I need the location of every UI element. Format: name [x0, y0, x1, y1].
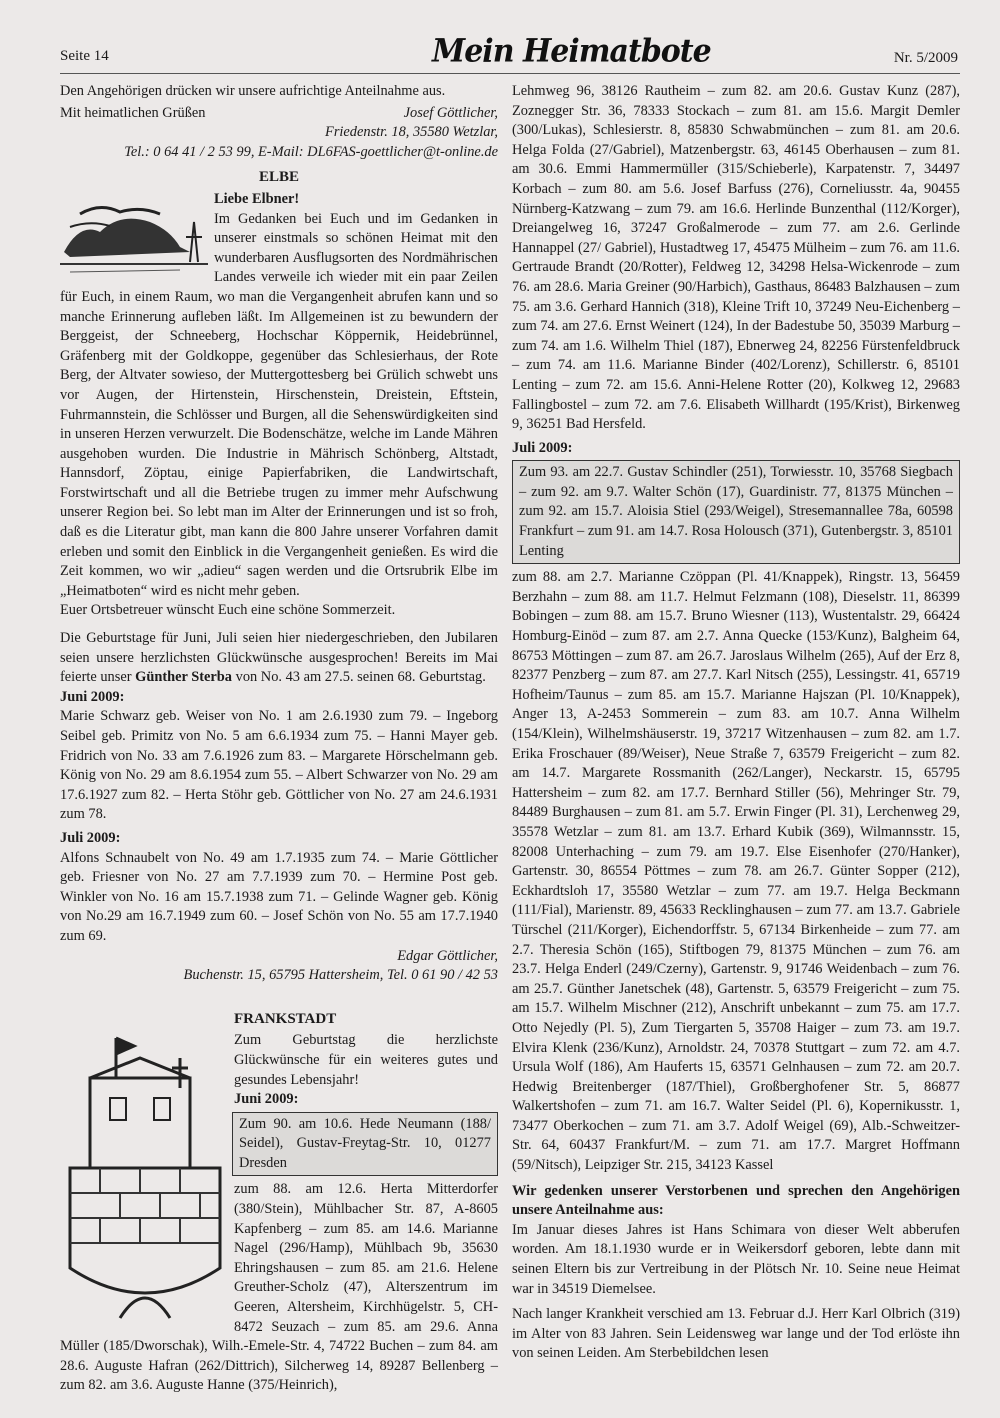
- intro-text: Den Angehörigen drücken wir unsere aufrichtige Anteilnahme aus.: [60, 83, 446, 99]
- juli-highlight-box: Zum 93. am 22.7. Gustav Schindler (251), Torwiesstr. 10, 35768 Siegbach – zum 92. am 9.7. Walter Schön (17), Guardinistr. 77, 81375 München – zum 92. am 15.7. Aloisia Stiel (293/Weigel), Stresemannallee 78a, 60598 Frankfurt – zum 91. am 14.7. Rosa Holousch (371), Gutenbergstr. 3, 85101 Lenting: [512, 460, 960, 564]
- page-label: Seite 14: [60, 48, 109, 64]
- birthday-intro: Die Geburtstage für Juni, Juli seien hier niedergeschrieben, den Jubilaren seien unsere herzlichsten Glückwünsche ausgesprochen! Bereits im Mai feierte unser Günther Sterba von No. 43 am 27.5. seinen 68. Geburtstag.: [60, 630, 498, 686]
- frankstadt-section: [60, 1010, 498, 1396]
- castle-tower-sketch-icon: [60, 1018, 228, 1326]
- elbe-text: Im Gedanken bei Euch und im Gedanken in unserer einstmals so schönen Heimat mit den wunderbaren Ausflugsorten des Nordmährischen Landes verweile ich wieder mit ein paar Zeilen für Euch, in einem Raum, wo man die Vergangenheit abrufen kann und so manche Erinnerung aufleben läßt. Im Allgemeinen ist zu bewundern der Berggeist, der Schneeberg, Hochschar Köppernik, Heidebrünnel, Gräfenberg mit der Goldkoppe, gegenüber das Schlesierhaus, der Rote Berg, der Altvater sowieso, der Muttergottesberg bei Grülich schwebt uns vor Augen, der Hirtenstein, Hirschenstein, Dreistein, Eftstein, Fuhrmannstein, die Schlösser und Burgen, all die Sehenswürdigkeiten sind in unseren Herzen verwurzelt. Die Bodenschätze, welche im Lande Mähren ausgehoben wurden. Die Industrie in Mährisch Schönberg, Altstadt, Hannsdorf, Zöptau, einige Papierfabriken, die Landwirtschaft, Forstwirtschaft und all die Betriebe trugen zu immer mehr Aufschwung unserer Region bei. So lebt man im Alter der Erinnerungen und ist so froh, daß es die Literatur gibt, man kann die 800 Jahre unserer Vorfahren damit erleben und somit den Einblick in die Vergangenheit genießen. Es wird die Zeit kommen, wo wir „adieu“ sagen werden und die Ortsrubrik Elbe im „Heimatboten“ wird es nicht mehr geben.: [60, 210, 498, 599]
- mourning-paragraph-2: Nach langer Krankheit verschied am 13. Februar d.J. Herr Karl Olbrich (319) im Alter von 83 Jahren. Sein Leidensweg war lange und der Tod erlöste ihn von seinen Leiden. Am Sterbebildchen lesen: [512, 1306, 960, 1362]
- sign2-address: Buchenstr. 15, 65795 Hattersheim, Tel. 0 61 90 / 42 53: [183, 967, 498, 984]
- signature-1: [60, 104, 498, 124]
- elbe-title: ELBE: [258, 169, 300, 186]
- frankstadt-juni-heading: Juni 2009:: [234, 1091, 299, 1108]
- frankstadt-text: zum 88. am 12.6. Herta Mitterdorfer (380/Stein), Mühlbacher Str. 87, A-8605 Kapfenberg – zum 85. am 14.6. Marianne Nagel (296/Hamp), Mühlbach 9b, 35630 Ehringshausen – zum 85. am 21.6. Helene Greuther-Scholz (47), Alterszentrum im Geeren, Altersheim, Kirchhügelstr. 5, CH-8472 Seuzach – zum 85. am 29.6. Anna Müller (185/Dworschak), Wilh.-Emele-Str. 4, 74722 Buchen – zum 84. am 28.6. Auguste Hafran (262/Dittrich), Silcherweg 14, 89287 Bellenberg – zum 82. am 3.6. Auguste Hanne (375/Heinrich),: [60, 1181, 498, 1394]
- right-juli-heading: Juli 2009:: [512, 439, 573, 456]
- elbe-section: [60, 190, 498, 621]
- header-rule: [60, 73, 960, 74]
- juni-text: Marie Schwarz geb. Weiser von No. 1 am 2.6.1930 zum 79. – Ingeborg Seibel geb. Primitz von No. 5 am 6.6.1934 zum 75. – Hanni Mayer geb. Fridrich von No. 33 am 7.6.1926 zum 83. – Margarete Hörschelmann geb. König von No. 29 am 8.6.1954 zum 55. – Albert Schwarzer von No. 29 am 17.6.1927 zum 82. – Herta Stöhr geb. Göttlicher von No. 27 am 24.6.1931 zum 78.: [60, 708, 498, 823]
- mourning-paragraph-1: Im Januar dieses Jahres ist Hans Schimara von dieser Welt abberufen worden. Am 18.1.1930 wurde er in Weikersdorf geboren, lebte dann mit seinen Eltern bis zur Vertreibung in der Plötsch Nr. 10. Seine neue Heimat war in 34519 Diemelsee.: [512, 1221, 960, 1297]
- greeting: Mit heimatlichen Grüßen: [60, 104, 206, 121]
- continued-text: Lehmweg 96, 38126 Rautheim – zum 82. am 20.6. Gustav Kunz (287), Zoznegger Str. 36, 78333 Stockach – zum 81. am 15.6. Margit Demler (300/Lukas), Schlesierstr. 8, 85830 Schwabmünchen – zum 81. am 20.6. Helga Folda (27/Gabriel), Matzenbergstr. 63, 46145 Oberhausen – zum 81. am 30.6. Emmi Hammermüller (315/Schieberle), Karpatenstr. 7, 34497 Korbach – zum 80. am 5.6. Josef Barfuss (276), Corneliusstr. 4a, 90455 Nürnberg-Katzwang – zum 79. am 16.6. Herlinde Bunzenthal (112/Korger), Dreiangelweg 16, 37247 Großalmerode – zum 77. am 2.6. Gerlinde Hannappel (27/ Gabriel), Hustadtweg 17, 45475 Mülheim – zum 76. am 11.6. Gertraude Brandt (20/Rotter), Feldweg 12, 34298 Helsa-Wickenrode – zum 76. am 28.6. Maria Greiner (90/Harbich), Gasthaus, 86483 Balzhausen – zum 75. am 3.6. Gerhard Hannich (318), Kleine Trift 10, 37249 Neu-Eichenberg – zum 74. am 27.6. Ernst Weinert (124), In der Badestube 50, 35039 Marburg – zum 74. am 1.6. Wilhelm Thiel (187), Ebnerweg 24, 82256 Fürstenfeldbruck – zum 74. am 11.6. Marianne Binder (402/Lorenz), Schillerstr. 6, 85101 Lenting – zum 72. am 15.6. Anni-Helene Rotter (20), Kolkweg 12, 29683 Fallingbostel – zum 72. am 7.6. Elisabeth Willhardt (195/Krist), Birkenweg 9, 36251 Bad Hersfeld.: [512, 83, 960, 433]
- mourning-heading: Wir gedenken unserer Verstorbenen und sprechen den Angehörigen unsere Anteilnahme aus:: [512, 1182, 960, 1219]
- landscape-sketch-icon: [60, 192, 208, 276]
- sign1-tel: Tel.: 0 64 41 / 2 53 99, E-Mail: DL6FAS-goettlicher@t-online.de: [124, 143, 498, 160]
- right-column: [512, 82, 960, 1364]
- frankstadt-highlight-box: Zum 90. am 10.6. Hede Neumann (188/ Seidel), Gustav-Freytag-Str. 10, 01277 Dresden: [232, 1112, 498, 1177]
- sign1-name: Josef Göttlicher,: [403, 104, 498, 121]
- issue-number: Nr. 5/2009: [893, 50, 958, 66]
- elbe-salute: Liebe Elbner!: [214, 190, 300, 207]
- elbe-close: Euer Ortsbetreuer wünscht Euch eine schöne Sommerzeit.: [60, 602, 396, 619]
- frankstadt-intro: Zum Geburtstag die herzlichste Glückwünsche für ein weiteres gutes und gesundes Lebensjahr!: [234, 1032, 498, 1088]
- left-column: [60, 82, 498, 1396]
- frankstadt-title: FRANKSTADT: [234, 1010, 337, 1027]
- juni-heading: Juni 2009:: [60, 688, 125, 705]
- masthead-logo: Mein Heimatbote: [432, 33, 711, 70]
- juli-text: Alfons Schnaubelt von No. 49 am 1.7.1935 zum 74. – Marie Göttlicher geb. Friesner von No. 27 am 7.7.1939 zum 70. – Hermine Post geb. Winkler von No. 16 am 15.7.1938 zum 71. – Gelinde Wagner geb. König von No.29 am 16.7.1949 zum 60. – Josef Schön von No. 55 am 17.7.1940 zum 69.: [60, 849, 498, 944]
- sign2-name: Edgar Göttlicher,: [397, 947, 498, 964]
- right-juli-text: zum 88. am 2.7. Marianne Czöppan (Pl. 41/Knappek), Ringstr. 13, 56459 Berzhahn – zum 88. am 11.7. Helmut Felzmann (108), Dieselstr. 11, 86399 Bobingen – zum 88. am 15.7. Bruno Wiesner (113), Wustentalstr. 29, 66424 Homburg-Einöd – zum 87. am 2.7. Anna Quecke (153/Kunz), Balgheim 64, 86753 Möttingen – zum 87. am 26.7. Jaroslaus Wilhelm (265), Auf der Erz 8, 82377 Penzberg – zum 87. am 27.7. Karl Nitsch (255), Lessingstr. 41, 65719 Hofheim/Taunus – zum 85. am 15.7. Marianne Hajszan (Pl. 10/Knappek), Anger 13, A-2453 Sommerein – zum 83. am 10.7. Anna Wilhelm (154/Klein), Wilhelmshäuserstr. 19, 37217 Witzenhausen – zum 82. am 1.7. Erika Froschauer (89/Weiser), Neue Straße 7, 63579 Freigericht – zum 82. am 14.7. Margarete Rossmanith (262/Langer), Neckarstr. 15, 65795 Hattersheim – zum 82. am 17.7. Bernhard Stiller (56), Mehringer Str. 79, 84489 Burghausen – zum 81. am 5.7. Erwin Finger (Pl. 31), Lerchenweg 29, 35578 Wetzlar – zum 81. am 13.7. Erhard Kubik (369), Wilmannsstr. 15, 82008 Unterhaching – zum 79. am 19.7. Else Eisenhofer (270/Hanker), Gartenstr. 30, 86554 Pöttmes – zum 78. am 26.7. Günter Sopper (212), Eckhardtsloh 17, 35580 Wetzlar – zum 77. am 19.7. Helga Beckmann (111/Fial), Marienstr. 89, 45633 Recklinghausen – zum 77. am 13.7. Gabriele Türschel (211/Korger), Eichendorffstr. 5, 67134 Birkenheide – zum 77. am 2.7. Theresia Schön (165), Stiftbogen 79, 81375 München – zum 76. am 23.7. Helga Enderl (249/Czerny), Gartenstr. 9, 91746 Weidenbach – zum 76. am 25.7. Günther Janetschek (48), Gartenstr. 5, 63579 Freigericht – zum 75. am 15.7. Wilhelm Mischner (212), Anschrift unbekannt – zum 75. am 17.7. Otto Nejedly (Pl. 5), Zum Tiergarten 5, 35708 Haiger – zum 73. am 19.7. Elvira Klenk (236/Kunz), Arnoldstr. 24, 70378 Stuttgart – zum 72. am 4.7. Ursula Wolf (186), Am Hauferts 15, 63571 Gelnhausen – zum 72. am 20.7. Hedwig Breitenberger (187/Thiel), Großberghofener Str. 5, 86877 Walkertshofen – zum 71. am 16.7. Walter Seidel (Pl. 6), Kopernikusstr. 1, 73477 Oberkochen – zum 71. am 3.7. Adolf Weigel (69), Alb.-Schweitzer-Str. 64, 60437 Frankfurt/M. – zum 71. am 17.7. Margret Hoffmann (59/Nitsch), Leipziger Str. 215, 34123 Kassel: [512, 569, 960, 1174]
- juli-heading: Juli 2009:: [60, 829, 121, 846]
- sign1-address: Friedenstr. 18, 35580 Wetzlar,: [325, 124, 498, 141]
